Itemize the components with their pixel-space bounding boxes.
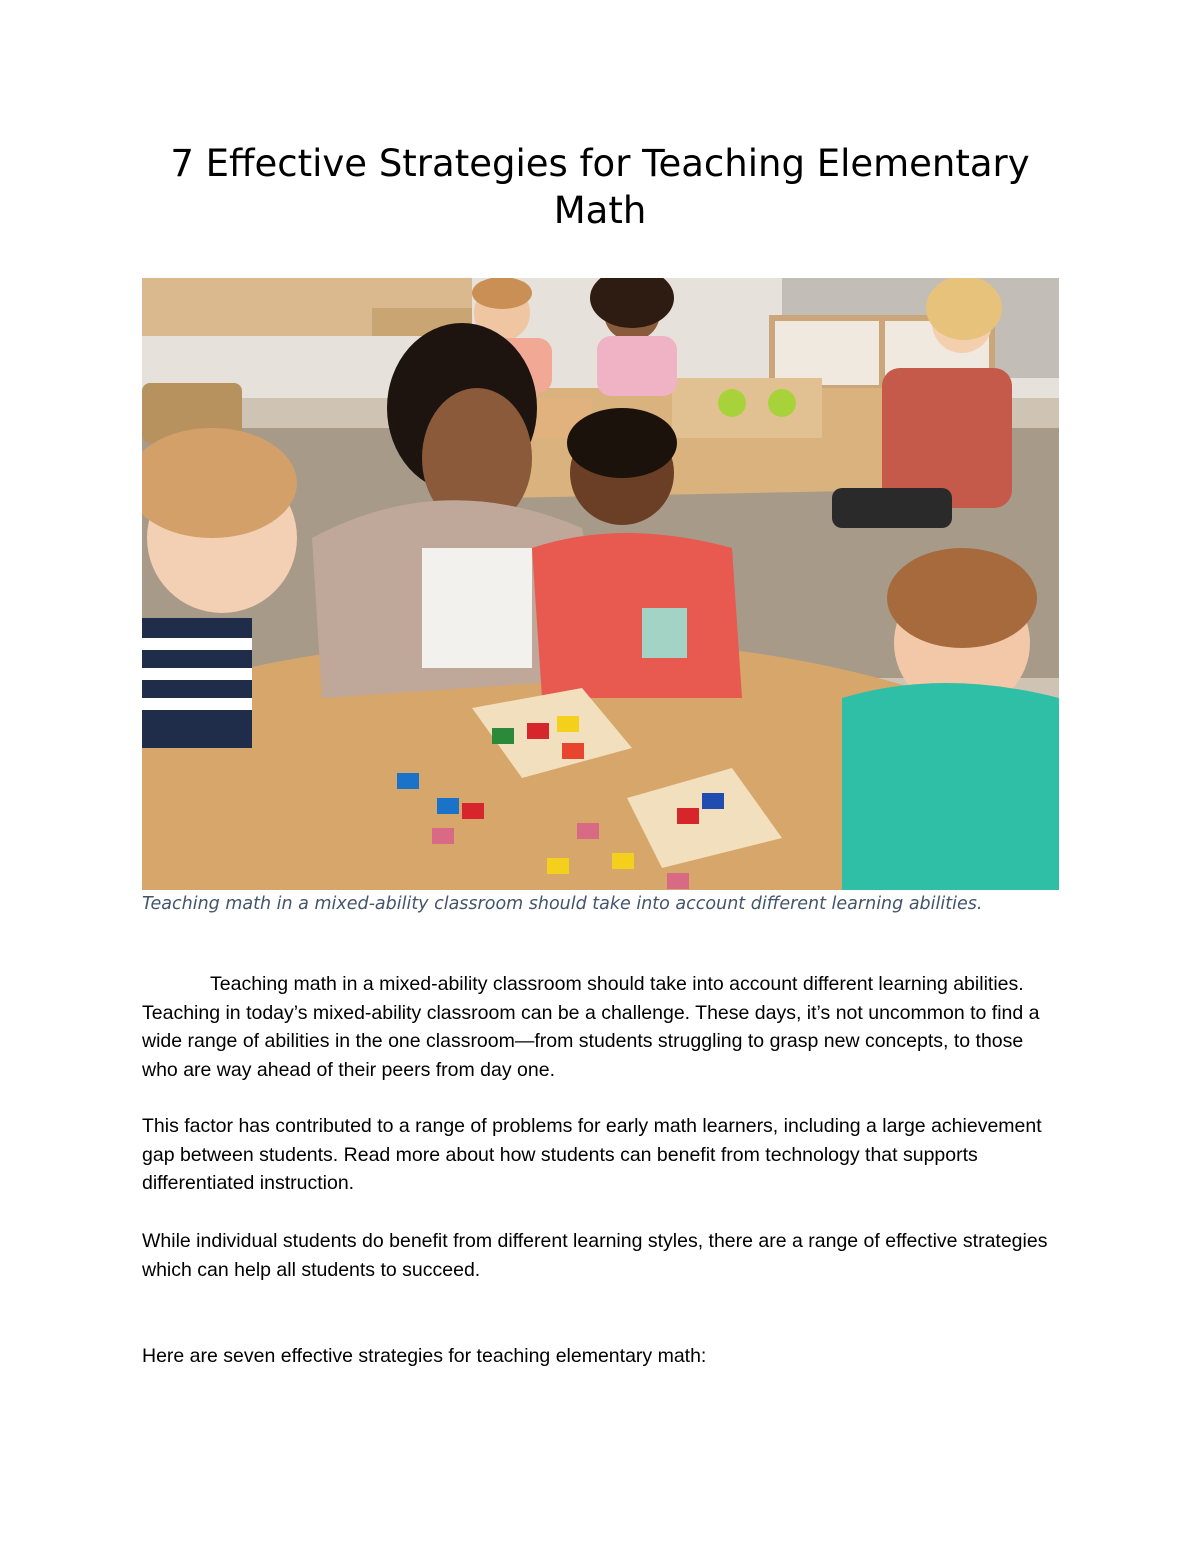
paragraph-achievement-gap: This factor has contributed to a range of problems for early math learners, including a large achievement gap between students. Read more about how students can benefit from technology that supports differentiated instruction. <box>142 1115 1042 1195</box>
paragraph-list-intro: Here are seven effective strategies for teaching elementary math: <box>142 1345 707 1367</box>
classroom-photo <box>142 278 1059 890</box>
figure-caption: Teaching math in a mixed-ability classroom should take into account different learning abilities. <box>142 894 983 914</box>
paragraph-strategies: While individual students do benefit from different learning styles, there are a range of effective strategies which can help all students to succeed. <box>142 1230 1048 1281</box>
document-title: 7 Effective Strategies for Teaching Elementary Math <box>170 142 1030 232</box>
paragraph-intro: Teaching math in a mixed-ability classroom should take into account different learning abilities. Teaching in today’s mixed-ability classroom can be a challenge. These days, it’s not uncommon to find a wide range of abilities in the one classroom—from students struggling to grasp new concepts, to those who are way ahead of their peers from day one. <box>142 973 1040 1082</box>
